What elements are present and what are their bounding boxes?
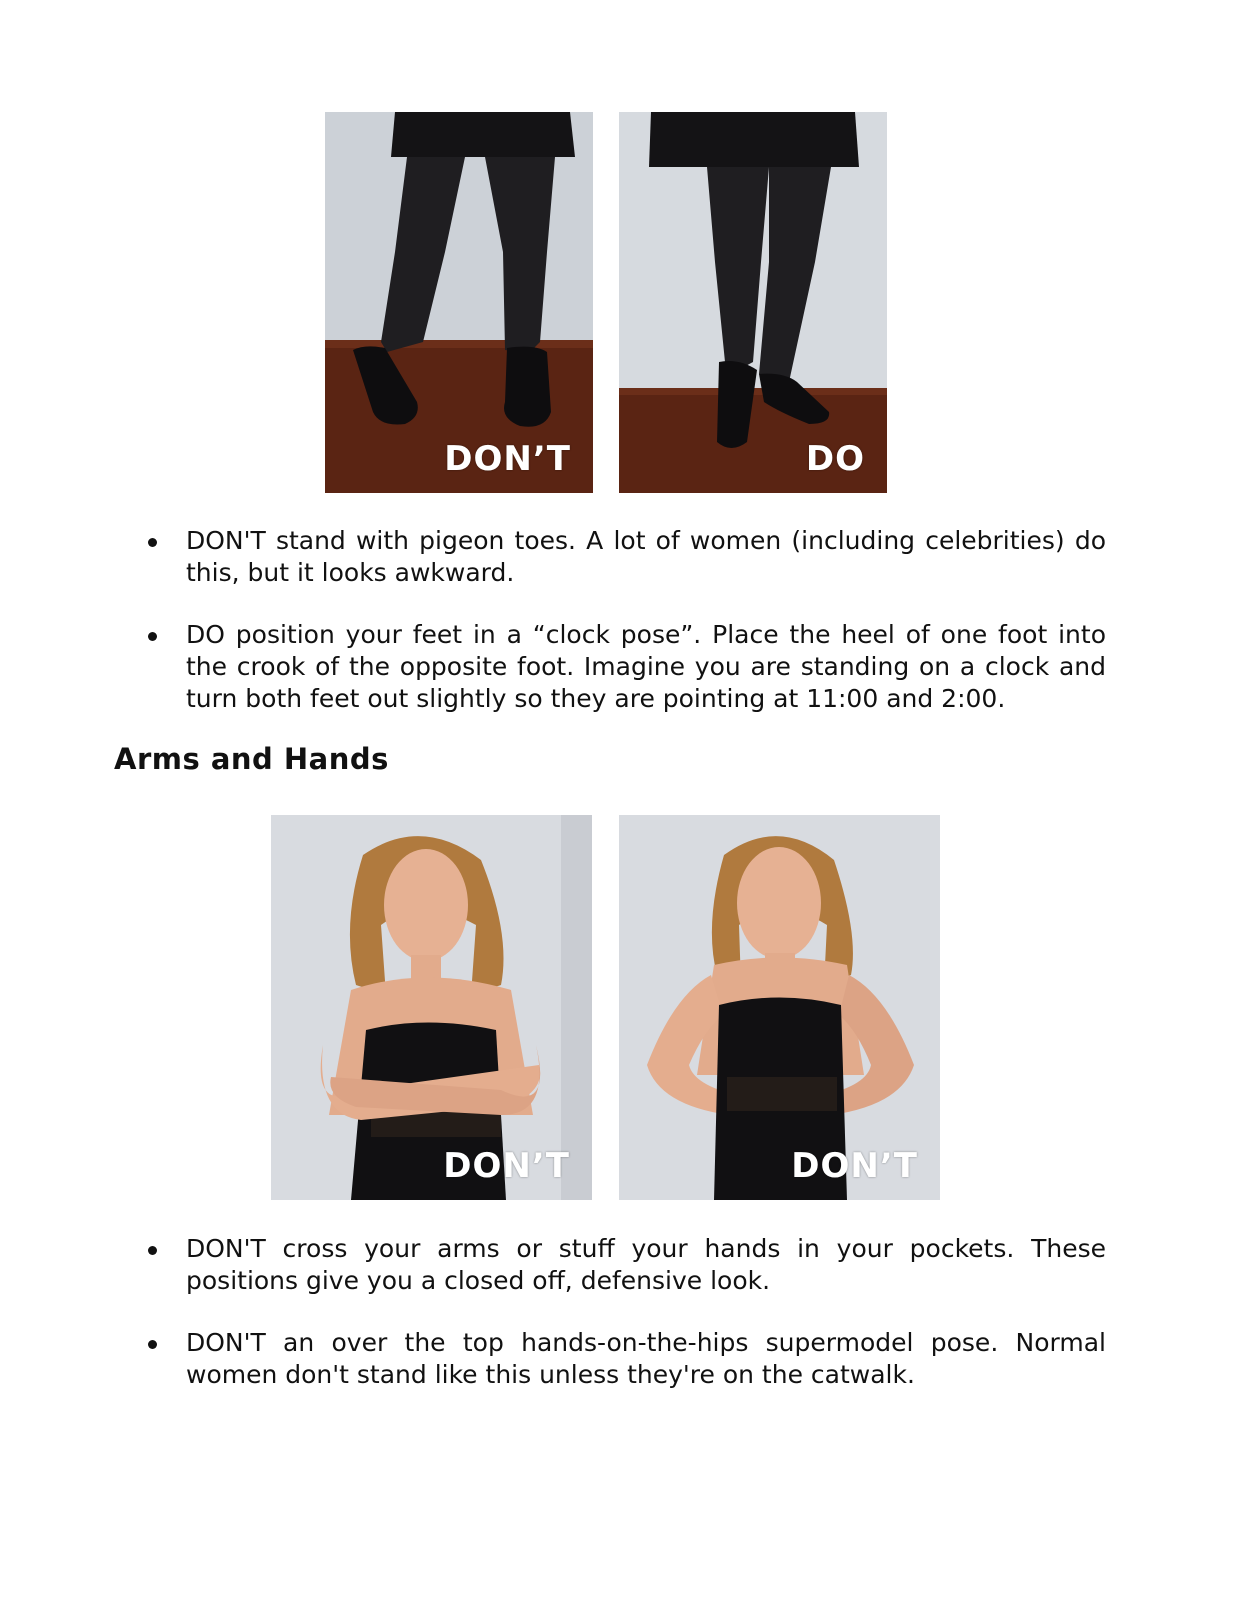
bullet-text: DON'T an over the top hands-on-the-hips supermodel pose. Normal women don't stand like this unless they're on the catwalk.: [186, 1328, 1106, 1389]
photo-pigeon-toes: [325, 112, 593, 493]
hands-on-hips-illustration: [619, 815, 940, 1200]
list-item: [146, 619, 1106, 715]
photo-hands-on-hips: [619, 815, 940, 1200]
feet-bullet-list: [146, 525, 1106, 745]
bullet-icon: [148, 1246, 157, 1255]
photo-label-dont: DON’T: [444, 439, 571, 479]
legs-do-illustration: [619, 112, 887, 493]
bullet-icon: [148, 1340, 157, 1349]
photo-label-dont: DON’T: [443, 1146, 570, 1186]
bullet-text: DON'T cross your arms or stuff your hands in your pockets. These positions give you a closed off, defensive look.: [186, 1234, 1106, 1295]
bullet-text: DON'T stand with pigeon toes. A lot of women (including celebrities) do this, but it looks awkward.: [186, 526, 1106, 587]
arms-bullet-list: [146, 1233, 1106, 1421]
list-item: [146, 1233, 1106, 1297]
section-heading: Arms and Hands: [114, 742, 389, 776]
bullet-icon: [148, 538, 157, 547]
list-item: [146, 1327, 1106, 1391]
legs-dont-illustration: [325, 112, 593, 493]
photo-label-dont: DON’T: [791, 1146, 918, 1186]
list-item: [146, 525, 1106, 589]
photo-clock-pose: [619, 112, 887, 493]
bullet-icon: [148, 632, 157, 641]
bullet-text: DO position your feet in a “clock pose”. Place the heel of one foot into the crook of the opposite foot. Imagine you are standing on a clock and turn both feet out slightly so they are pointing at 11:00 and 2:00.: [186, 620, 1106, 713]
photo-arms-crossed: [271, 815, 592, 1200]
photo-label-do: DO: [805, 439, 865, 479]
arms-crossed-illustration: [271, 815, 592, 1200]
